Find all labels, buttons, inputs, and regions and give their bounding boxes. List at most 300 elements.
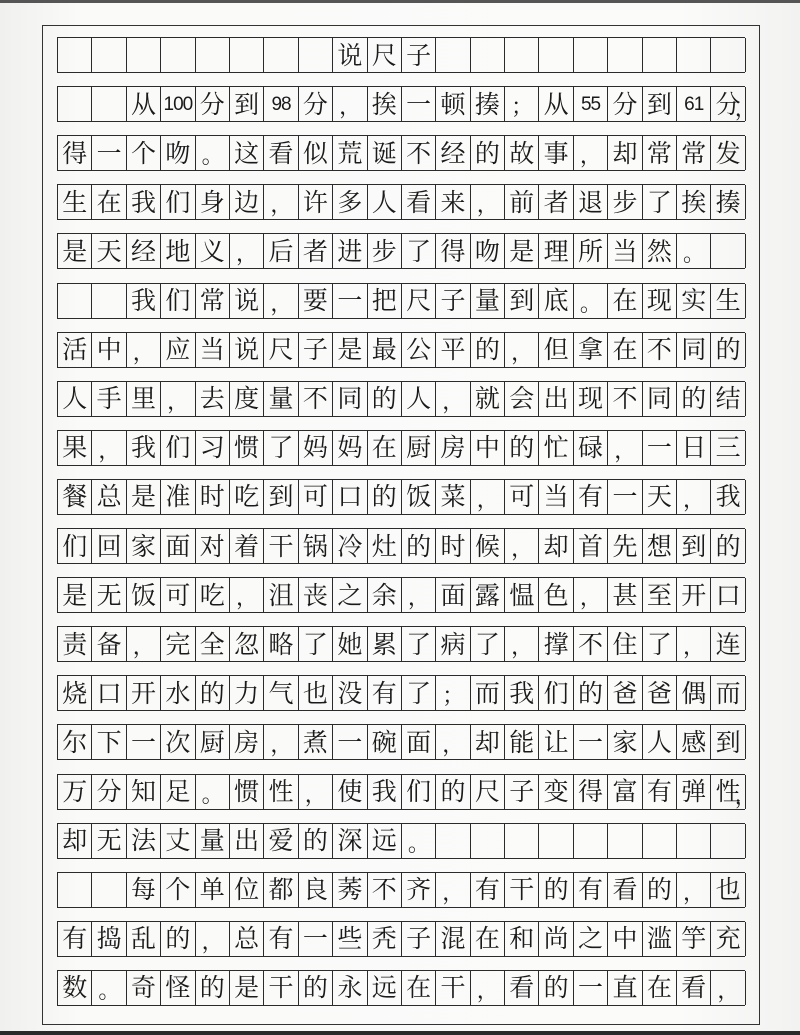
grid-cell: 有 <box>368 676 402 710</box>
grid-cell: 灶 <box>368 529 402 563</box>
overflow-punctuation: ， <box>734 97 757 123</box>
grid-cell: 生 <box>58 185 92 219</box>
grid-cell: 55 <box>574 87 608 121</box>
text-row <box>57 381 745 417</box>
grid-cell: 天 <box>92 234 126 268</box>
grid-cell: 天 <box>643 480 677 514</box>
grid-cell: 有 <box>643 775 677 809</box>
grid-cell: 时 <box>436 529 470 563</box>
grid-cell: 说 <box>230 284 264 318</box>
grid-cell <box>643 824 677 858</box>
grid-cell: 了 <box>643 627 677 661</box>
grid-cell <box>264 38 298 72</box>
grid-cell: 子 <box>505 775 539 809</box>
grid-cell: 无 <box>92 578 126 612</box>
grid-cell <box>230 38 264 72</box>
grid-cell: 不 <box>368 873 402 907</box>
grid-cell: ， <box>436 382 470 416</box>
grid-cell: 远 <box>368 824 402 858</box>
grid-cell: 却 <box>608 136 642 170</box>
grid-cell: 要 <box>299 284 333 318</box>
grid-cell: 现 <box>574 382 608 416</box>
grid-cell: 面 <box>402 725 436 759</box>
grid-cell: 分 <box>196 87 230 121</box>
grid-cell: 我 <box>505 676 539 710</box>
grid-cell: 61 <box>677 87 711 121</box>
grid-cell: 碌 <box>574 431 608 465</box>
grid-cell: 吃 <box>196 578 230 612</box>
grid-cell: 从 <box>539 87 573 121</box>
text-row <box>57 823 745 859</box>
grid-cell <box>92 873 126 907</box>
grid-cell: 干 <box>436 971 470 1005</box>
grid-cell: ， <box>677 873 711 907</box>
grid-cell: ， <box>127 627 161 661</box>
grid-cell: 100 <box>161 87 195 121</box>
grid-cell: 深 <box>333 824 367 858</box>
grid-cell: ， <box>264 185 298 219</box>
text-row <box>57 86 757 123</box>
grid-cell: ， <box>677 480 711 514</box>
overflow-punctuation: ， <box>734 784 757 810</box>
grid-cell: 似 <box>299 136 333 170</box>
grid-cell: 步 <box>368 234 402 268</box>
grid-cell <box>608 824 642 858</box>
grid-cell: 面 <box>436 578 470 612</box>
grid-cell: 结 <box>711 382 745 416</box>
grid-cell: 的 <box>196 971 230 1005</box>
grid-cell: 量 <box>471 284 505 318</box>
grid-cell: 分 <box>92 775 126 809</box>
grid-cell: 的 <box>436 775 470 809</box>
grid-cell: 富 <box>608 775 642 809</box>
grid-cell: 不 <box>574 627 608 661</box>
grid-cell: 98 <box>264 87 298 121</box>
grid-cell: 在 <box>608 333 642 367</box>
grid-cell: 看 <box>264 136 298 170</box>
grid-cell: 的 <box>539 873 573 907</box>
grid-cell: 看 <box>608 873 642 907</box>
grid-cell: 妈 <box>333 431 367 465</box>
grid-cell: ， <box>92 431 126 465</box>
grid-cell: 饭 <box>127 578 161 612</box>
grid-cell: 位 <box>230 873 264 907</box>
grid-cell: 口 <box>333 480 367 514</box>
grid-cell: ， <box>333 87 367 121</box>
grid-cell: 子 <box>402 922 436 956</box>
text-row <box>57 135 745 171</box>
grid-cell: 到 <box>677 529 711 563</box>
grid-cell: 乱 <box>127 922 161 956</box>
grid-cell: 良 <box>299 873 333 907</box>
grid-cell: 妈 <box>299 431 333 465</box>
grid-cell: 地 <box>161 234 195 268</box>
grid-cell <box>299 38 333 72</box>
grid-cell: 理 <box>539 234 573 268</box>
grid-cell <box>471 38 505 72</box>
grid-cell: 我 <box>127 185 161 219</box>
grid-cell: ， <box>196 922 230 956</box>
grid-cell: 露 <box>471 578 505 612</box>
grid-cell: 是 <box>505 234 539 268</box>
grid-cell: 冷 <box>333 529 367 563</box>
text-row <box>57 626 745 662</box>
grid-cell: 分 <box>608 87 642 121</box>
grid-cell: 完 <box>161 627 195 661</box>
grid-cell: 在 <box>471 922 505 956</box>
grid-cell: 退 <box>574 185 608 219</box>
grid-cell: 常 <box>196 284 230 318</box>
grid-cell: 在 <box>92 185 126 219</box>
grid-cell <box>436 824 470 858</box>
grid-cell <box>643 38 677 72</box>
grid-cell: 经 <box>127 234 161 268</box>
grid-cell: 却 <box>58 824 92 858</box>
grid-cell <box>711 824 745 858</box>
grid-cell: 活 <box>58 333 92 367</box>
grid-cell <box>92 87 126 121</box>
grid-cell: 惯 <box>230 775 264 809</box>
grid-cell: 口 <box>711 578 745 612</box>
grid-cell: 爸 <box>643 676 677 710</box>
grid-cell: 中 <box>471 431 505 465</box>
grid-cell: 说 <box>230 333 264 367</box>
grid-cell: 也 <box>299 676 333 710</box>
grid-cell: 但 <box>539 333 573 367</box>
title-char: 子 <box>402 38 436 72</box>
grid-cell: ， <box>711 971 745 1005</box>
grid-cell: ， <box>436 725 470 759</box>
grid-cell: 的 <box>643 873 677 907</box>
grid-cell: 常 <box>677 136 711 170</box>
grid-cell: 的 <box>539 971 573 1005</box>
grid-cell: ， <box>230 578 264 612</box>
grid-cell <box>539 824 573 858</box>
grid-cell: 性 <box>264 775 298 809</box>
grid-cell: 爸 <box>608 676 642 710</box>
grid-cell: 边 <box>230 185 264 219</box>
grid-cell: 煮 <box>299 725 333 759</box>
grid-cell: 和 <box>505 922 539 956</box>
grid-cell: 挨 <box>677 185 711 219</box>
grid-cell: ， <box>505 529 539 563</box>
grid-cell: 了 <box>264 431 298 465</box>
grid-cell: 在 <box>608 284 642 318</box>
grid-cell: 。 <box>196 136 230 170</box>
grid-cell: ， <box>127 333 161 367</box>
grid-cell: 。 <box>402 824 436 858</box>
grid-cell: 荒 <box>333 136 367 170</box>
grid-cell: 而 <box>471 676 505 710</box>
grid-cell: 沮 <box>264 578 298 612</box>
grid-cell: 口 <box>92 676 126 710</box>
grid-cell: 怪 <box>161 971 195 1005</box>
grid-cell: 不 <box>402 136 436 170</box>
grid-cell: 水 <box>161 676 195 710</box>
grid-cell: 在 <box>402 971 436 1005</box>
grid-cell: 余 <box>368 578 402 612</box>
grid-cell: 诞 <box>368 136 402 170</box>
grid-cell: 个 <box>161 873 195 907</box>
grid-cell: 后 <box>264 234 298 268</box>
grid-cell: 者 <box>299 234 333 268</box>
grid-cell: 事 <box>539 136 573 170</box>
grid-cell: ， <box>608 431 642 465</box>
grid-cell: 日 <box>677 431 711 465</box>
grid-cell <box>677 38 711 72</box>
grid-cell: 尺 <box>264 333 298 367</box>
grid-cell: 得 <box>574 775 608 809</box>
title-char: 说 <box>333 38 367 72</box>
grid-cell: 感 <box>677 725 711 759</box>
grid-cell: 想 <box>643 529 677 563</box>
grid-cell: 者 <box>539 185 573 219</box>
grid-cell: 量 <box>264 382 298 416</box>
grid-cell: 是 <box>127 480 161 514</box>
grid-cell: 从 <box>127 87 161 121</box>
grid-cell: 尺 <box>402 284 436 318</box>
grid-cell <box>58 87 92 121</box>
grid-cell: 对 <box>196 529 230 563</box>
grid-cell: 现 <box>643 284 677 318</box>
grid-cell: 足 <box>161 775 195 809</box>
grid-cell: 分 <box>299 87 333 121</box>
grid-cell: ， <box>436 873 470 907</box>
grid-cell: 了 <box>402 234 436 268</box>
grid-cell: 准 <box>161 480 195 514</box>
grid-cell: 却 <box>539 529 573 563</box>
grid-cell: 先 <box>608 529 642 563</box>
grid-cell: 到 <box>230 87 264 121</box>
grid-cell: 性 ， <box>711 775 745 809</box>
grid-cell <box>677 824 711 858</box>
grid-cell: 的 <box>505 431 539 465</box>
grid-cell: 的 <box>402 529 436 563</box>
grid-cell: 的 <box>711 529 745 563</box>
grid-cell: 之 <box>574 922 608 956</box>
text-row <box>57 430 745 466</box>
grid-cell: 使 <box>333 775 367 809</box>
grid-cell: 不 <box>299 382 333 416</box>
grid-cell: 吻 <box>471 234 505 268</box>
grid-cell: ， <box>264 284 298 318</box>
grid-cell: 无 <box>92 824 126 858</box>
grid-cell <box>711 38 745 72</box>
grid-cell: 许 <box>299 185 333 219</box>
grid-cell: 不 <box>643 333 677 367</box>
grid-cell: 备 <box>92 627 126 661</box>
grid-cell: 中 <box>92 333 126 367</box>
grid-cell: 在 <box>643 971 677 1005</box>
grid-cell: 得 <box>58 136 92 170</box>
grid-cell: 步 <box>608 185 642 219</box>
grid-cell: 公 <box>402 333 436 367</box>
grid-cell: 丧 <box>299 578 333 612</box>
grid-cell: 有 <box>58 922 92 956</box>
text-row <box>57 675 745 711</box>
grid-cell: 家 <box>608 725 642 759</box>
grid-cell: 揍 <box>471 87 505 121</box>
text-row <box>57 332 745 368</box>
grid-cell: 是 <box>230 971 264 1005</box>
grid-cell: 果 <box>58 431 92 465</box>
grid-cell <box>608 38 642 72</box>
grid-cell: 当 <box>539 480 573 514</box>
grid-cell: 手 <box>92 382 126 416</box>
grid-cell: 时 <box>196 480 230 514</box>
grid-cell: 子 <box>299 333 333 367</box>
grid-cell: 。 <box>677 234 711 268</box>
grid-cell: 把 <box>368 284 402 318</box>
grid-cell: 一 <box>608 480 642 514</box>
grid-cell: 没 <box>333 676 367 710</box>
grid-cell: ， <box>230 234 264 268</box>
grid-cell: 弹 <box>677 775 711 809</box>
grid-cell: 实 <box>677 284 711 318</box>
grid-cell: 每 <box>127 873 161 907</box>
grid-cell: 烧 <box>58 676 92 710</box>
grid-cell: 有 <box>264 922 298 956</box>
bottom-edge <box>0 1031 800 1035</box>
grid-cell: 她 <box>333 627 367 661</box>
text-row <box>57 970 745 1006</box>
grid-cell: 惯 <box>230 431 264 465</box>
grid-cell: 拿 <box>574 333 608 367</box>
grid-cell: 们 <box>161 284 195 318</box>
grid-cell: 力 <box>230 676 264 710</box>
text-row <box>57 577 745 613</box>
grid-cell: 直 <box>608 971 642 1005</box>
grid-cell: 变 <box>539 775 573 809</box>
grid-cell: 吻 <box>161 136 195 170</box>
grid-cell: 当 <box>608 234 642 268</box>
grid-cell: 餐 <box>58 480 92 514</box>
text-row <box>57 872 745 908</box>
grid-cell: 厨 <box>196 725 230 759</box>
title-char: 尺 <box>368 38 402 72</box>
grid-cell: 单 <box>196 873 230 907</box>
grid-cell: 下 <box>92 725 126 759</box>
grid-cell: 度 <box>230 382 264 416</box>
grid-cell: 里 <box>127 382 161 416</box>
grid-cell: 了 <box>299 627 333 661</box>
grid-cell: 有 <box>574 480 608 514</box>
grid-cell: 充 <box>711 922 745 956</box>
grid-cell: 可 <box>161 578 195 612</box>
grid-cell: 尔 <box>58 725 92 759</box>
grid-cell: 。 <box>574 284 608 318</box>
grid-cell: 的 <box>471 136 505 170</box>
grid-cell: 多 <box>333 185 367 219</box>
grid-cell: 会 <box>505 382 539 416</box>
grid-cell: 们 <box>58 529 92 563</box>
grid-cell: ， <box>299 775 333 809</box>
grid-cell: ， <box>677 627 711 661</box>
grid-cell <box>196 38 230 72</box>
grid-cell: 齐 <box>402 873 436 907</box>
grid-cell: 偶 <box>677 676 711 710</box>
grid-cell: 前 <box>505 185 539 219</box>
grid-cell: 同 <box>643 382 677 416</box>
grid-cell: 我 <box>711 480 745 514</box>
grid-cell: ， <box>505 333 539 367</box>
grid-cell: 锅 <box>299 529 333 563</box>
grid-cell: 数 <box>58 971 92 1005</box>
grid-cell: 不 <box>608 382 642 416</box>
grid-cell: 的 <box>368 480 402 514</box>
grid-cell: 的 <box>299 824 333 858</box>
grid-cell: 的 <box>677 382 711 416</box>
grid-cell: 法 <box>127 824 161 858</box>
grid-cell: ； <box>505 87 539 121</box>
grid-cell <box>711 234 745 268</box>
grid-cell: ， <box>505 627 539 661</box>
grid-cell: 看 <box>402 185 436 219</box>
grid-cell: 。 <box>92 971 126 1005</box>
grid-cell: 爱 <box>264 824 298 858</box>
grid-cell: 秃 <box>368 922 402 956</box>
grid-cell: 些 <box>333 922 367 956</box>
grid-cell: 尚 <box>539 922 573 956</box>
grid-cell <box>58 38 92 72</box>
grid-cell: 饭 <box>402 480 436 514</box>
grid-cell: 累 <box>368 627 402 661</box>
grid-cell: 看 <box>677 971 711 1005</box>
grid-cell: 发 <box>711 136 745 170</box>
grid-cell: 出 <box>539 382 573 416</box>
grid-cell: 家 <box>127 529 161 563</box>
grid-cell: 。 <box>196 775 230 809</box>
grid-cell <box>505 38 539 72</box>
grid-cell: 菜 <box>436 480 470 514</box>
grid-cell: 色 <box>539 578 573 612</box>
grid-cell: ， <box>264 725 298 759</box>
grid-cell: 开 <box>677 578 711 612</box>
grid-cell: 一 <box>92 136 126 170</box>
grid-cell: 可 <box>505 480 539 514</box>
grid-cell: 就 <box>471 382 505 416</box>
grid-cell: 干 <box>505 873 539 907</box>
grid-cell: 去 <box>196 382 230 416</box>
grid-cell: 来 <box>436 185 470 219</box>
grid-cell <box>436 38 470 72</box>
grid-cell: 了 <box>402 627 436 661</box>
grid-cell: 有 <box>471 873 505 907</box>
grid-cell: 的 <box>711 333 745 367</box>
grid-cell: 尺 <box>471 775 505 809</box>
grid-cell: 的 <box>196 676 230 710</box>
grid-cell: ， <box>161 382 195 416</box>
grid-cell <box>127 38 161 72</box>
grid-cell: 到 <box>264 480 298 514</box>
grid-cell: 都 <box>264 873 298 907</box>
grid-cell: 们 <box>161 185 195 219</box>
grid-cell: 滥 <box>643 922 677 956</box>
text-row <box>57 774 757 810</box>
grid-cell: 看 <box>505 971 539 1005</box>
grid-cell: 面 <box>161 529 195 563</box>
grid-cell: 所 <box>574 234 608 268</box>
grid-cell: 住 <box>608 627 642 661</box>
grid-cell: 进 <box>333 234 367 268</box>
grid-cell: 一 <box>402 87 436 121</box>
grid-cell: 一 <box>643 431 677 465</box>
grid-cell: 是 <box>333 333 367 367</box>
grid-cell: 了 <box>402 676 436 710</box>
grid-cell: ； <box>436 676 470 710</box>
grid-cell: 厨 <box>402 431 436 465</box>
grid-cell: 而 <box>711 676 745 710</box>
